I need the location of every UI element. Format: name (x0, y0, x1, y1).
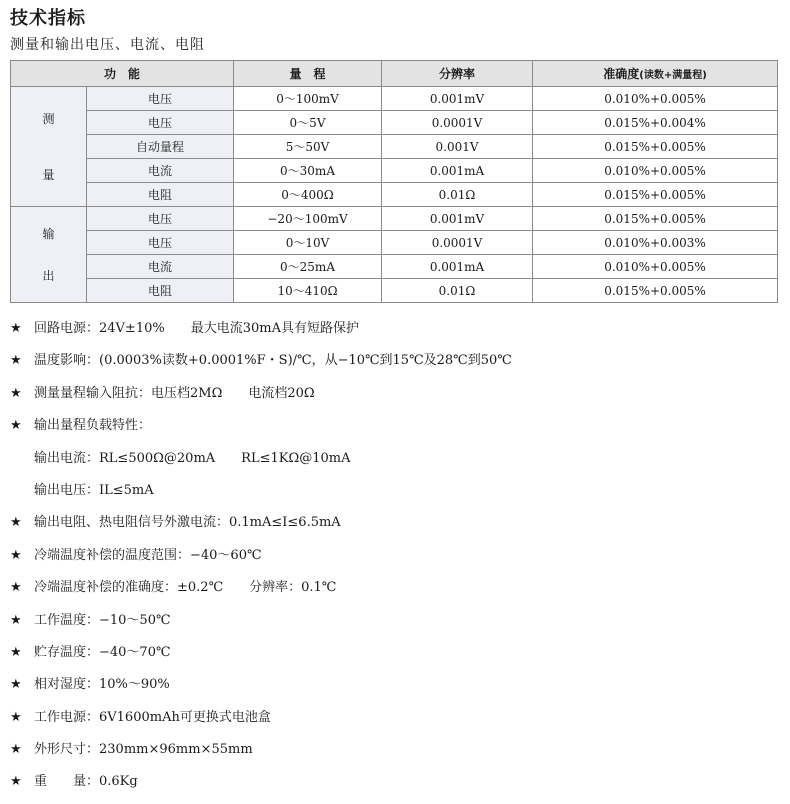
header-range: 量 程 (234, 61, 382, 87)
star-icon: ★ (10, 677, 22, 693)
cell-resolution: 0.001mV (382, 87, 533, 111)
table-row (11, 207, 778, 231)
page-subtitle: 测量和输出电压、电流、电阻 (10, 37, 205, 53)
spec-table (10, 60, 778, 303)
cell-resolution: 0.01Ω (382, 279, 533, 303)
note-item (10, 448, 512, 480)
cell-range: 5～50V (234, 135, 382, 159)
cell-resolution: 0.0001V (382, 111, 533, 135)
cell-function: 电阻 (87, 183, 234, 207)
note-item (10, 577, 512, 609)
note-item (10, 610, 512, 642)
star-icon: ★ (10, 644, 22, 660)
note-text: 输出量程负载特性： (34, 418, 152, 434)
cell-range: 10～410Ω (234, 279, 382, 303)
note-text: 输出电流：RL≤500Ω@20mA RL≤1KΩ@10mA (34, 450, 351, 466)
note-text: 贮存温度：−40～70℃ (34, 644, 171, 660)
note-text: 测量量程输入阻抗：电压档2MΩ 电流档20Ω (34, 385, 315, 401)
cell-resolution: 0.001mA (382, 159, 533, 183)
note-item (10, 318, 512, 350)
spec-notes-list (10, 318, 512, 804)
group-label-output-char-2: 出 (42, 268, 55, 283)
note-text: 温度影响：(0.0003%读数+0.0001%F・S)/℃，从−10℃到15℃及28℃到50℃ (34, 353, 512, 369)
note-item (10, 383, 512, 415)
note-item (10, 771, 512, 803)
note-text: 输出电压：IL≤5mA (34, 482, 154, 498)
star-icon: ★ (10, 612, 22, 628)
cell-accuracy: 0.015%+0.005% (533, 183, 778, 207)
star-icon: ★ (10, 580, 22, 596)
cell-accuracy: 0.015%+0.005% (533, 207, 778, 231)
table-row (11, 135, 778, 159)
cell-function: 电流 (87, 159, 234, 183)
cell-resolution: 0.001mA (382, 255, 533, 279)
cell-range: 0～25mA (234, 255, 382, 279)
group-label-measure-char-1: 测 (42, 111, 55, 126)
note-text: 外形尺寸：230mm×96mm×55mm (34, 742, 253, 758)
note-text: 冷端温度补偿的准确度：±0.2℃ 分辨率：0.1℃ (34, 580, 337, 596)
note-text: 工作温度：−10～50℃ (34, 612, 171, 628)
header-accuracy (533, 61, 778, 87)
header-resolution: 分辨率 (382, 61, 533, 87)
header-accuracy-note: (读数+满量程) (639, 70, 707, 81)
cell-accuracy: 0.010%+0.005% (533, 87, 778, 111)
cell-function: 电压 (87, 231, 234, 255)
star-icon: ★ (10, 515, 22, 531)
note-text: 回路电源：24V±10% 最大电流30mA具有短路保护 (34, 321, 359, 336)
spacer (11, 125, 86, 169)
star-icon: ★ (10, 353, 22, 369)
cell-range: 0～10V (234, 231, 382, 255)
cell-function: 电阻 (87, 279, 234, 303)
note-text: 输出电阻、热电阻信号外激电流：0.1mA≤I≤6.5mA (34, 515, 341, 531)
group-label-output-char-1: 输 (42, 226, 55, 241)
page-title: 技术指标 (10, 8, 86, 29)
note-item (10, 674, 512, 706)
cell-accuracy: 0.010%+0.005% (533, 255, 778, 279)
note-text: 冷端温度补偿的温度范围：−40～60℃ (34, 547, 262, 563)
header-function: 功 能 (11, 61, 234, 87)
group-label-measure (11, 87, 87, 207)
table-row (11, 255, 778, 279)
cell-range: 0～400Ω (234, 183, 382, 207)
note-item (10, 350, 512, 382)
cell-resolution: 0.01Ω (382, 183, 533, 207)
table-row (11, 111, 778, 135)
note-item (10, 739, 512, 771)
star-icon: ★ (10, 742, 22, 758)
cell-accuracy: 0.015%+0.005% (533, 279, 778, 303)
star-icon: ★ (10, 385, 22, 401)
cell-accuracy: 0.010%+0.005% (533, 159, 778, 183)
cell-function: 电压 (87, 111, 234, 135)
group-label-output (11, 207, 87, 303)
table-row (11, 183, 778, 207)
note-item (10, 642, 512, 674)
cell-range: 0～100mV (234, 87, 382, 111)
cell-range: 0～5V (234, 111, 382, 135)
note-item (10, 415, 512, 447)
table-row (11, 279, 778, 303)
cell-resolution: 0.001mV (382, 207, 533, 231)
star-icon: ★ (10, 547, 22, 563)
cell-range: −20～100mV (234, 207, 382, 231)
cell-accuracy: 0.010%+0.003% (533, 231, 778, 255)
star-icon: ★ (10, 321, 22, 336)
group-label-measure-char-2: 量 (42, 167, 55, 182)
note-text: 重 量：0.6Kg (34, 774, 138, 790)
table-row (11, 159, 778, 183)
cell-function: 自动量程 (87, 135, 234, 159)
header-accuracy-main: 准确度 (603, 67, 640, 81)
note-item (10, 545, 512, 577)
cell-accuracy: 0.015%+0.004% (533, 111, 778, 135)
note-item (10, 480, 512, 512)
cell-accuracy: 0.015%+0.005% (533, 135, 778, 159)
note-item (10, 512, 512, 544)
cell-resolution: 0.0001V (382, 231, 533, 255)
table-row (11, 87, 778, 111)
star-icon: ★ (10, 709, 22, 725)
star-icon: ★ (10, 774, 22, 790)
cell-function: 电流 (87, 255, 234, 279)
cell-function: 电压 (87, 207, 234, 231)
cell-range: 0～30mA (234, 159, 382, 183)
table-header-row (11, 61, 778, 87)
cell-resolution: 0.001V (382, 135, 533, 159)
cell-function: 电压 (87, 87, 234, 111)
note-text: 相对湿度：10%～90% (34, 677, 170, 693)
note-text: 工作电源：6V1600mAh可更换式电池盒 (34, 709, 271, 725)
star-icon: ★ (10, 418, 22, 434)
spacer (11, 240, 86, 270)
table-row (11, 231, 778, 255)
note-item (10, 707, 512, 739)
